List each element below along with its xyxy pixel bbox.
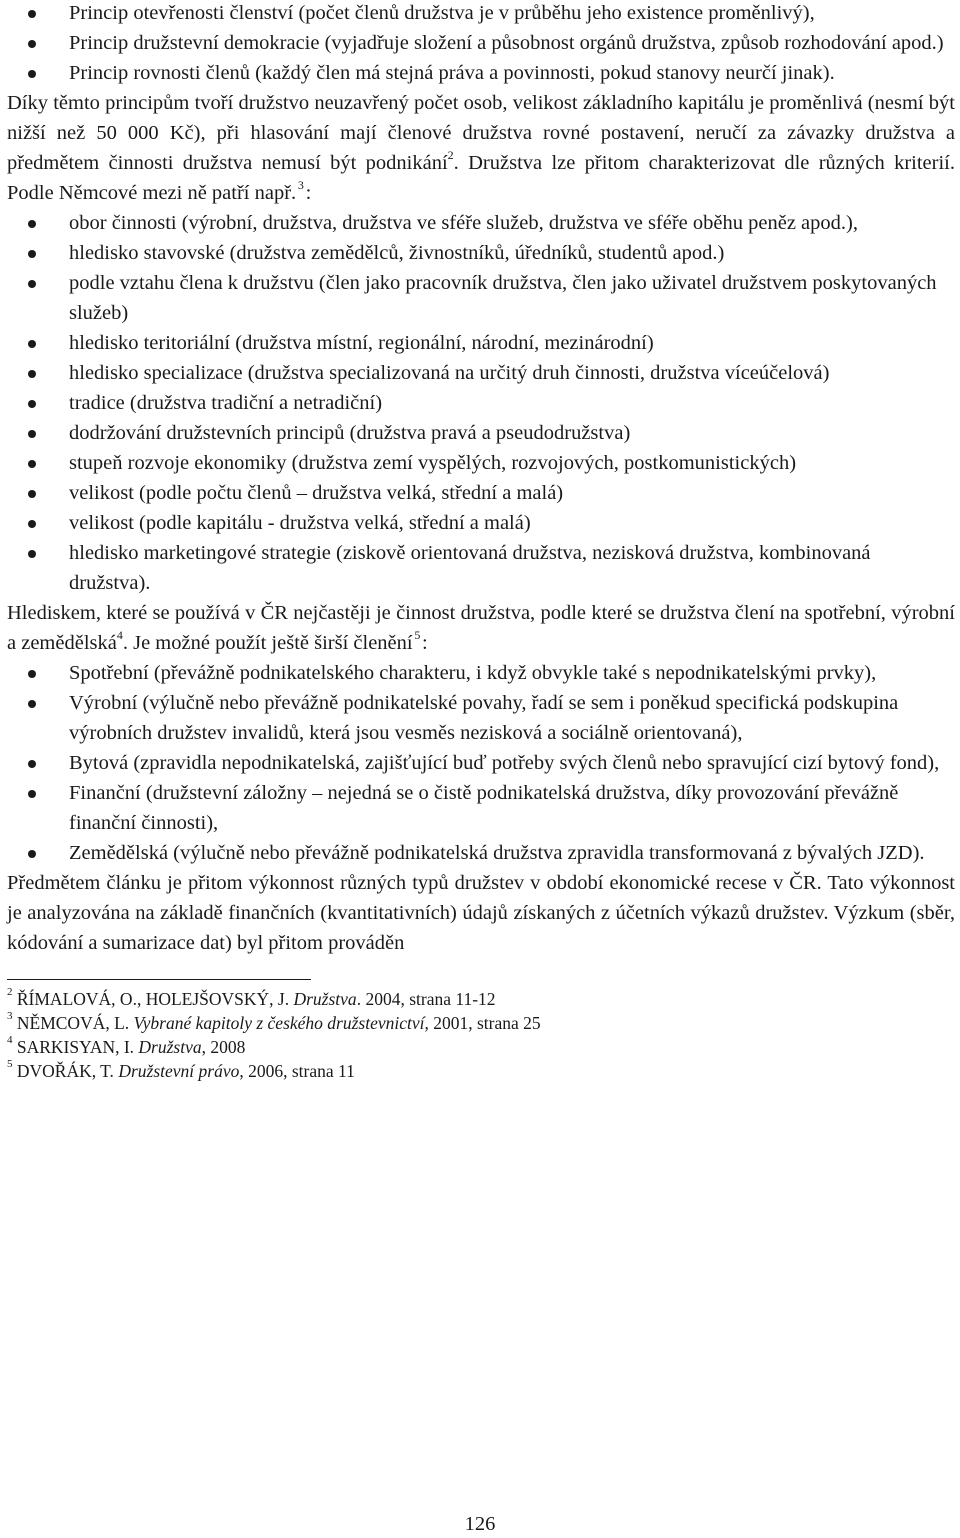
paragraph-text: :	[305, 182, 312, 204]
footnote	[7, 1035, 955, 1059]
page-number: 126	[464, 1513, 496, 1535]
list-item: hledisko stavovské (družstva zemědělců, živnostníků, úředníků, studentů apod.)	[7, 238, 955, 268]
footnote-ref[interactable]: 2	[447, 148, 454, 163]
list-item: dodržování družstevních principů (družstva pravá a pseudodružstva)	[7, 418, 955, 448]
footnote-author: ŘÍMALOVÁ, O., HOLEJŠOVSKÝ, J.	[16, 989, 290, 1009]
list-item: stupeň rozvoje ekonomiky (družstva zemí vyspělých, rozvojových, postkomunistických)	[7, 448, 955, 478]
paragraph-principles-summary	[7, 88, 955, 208]
footnote	[7, 1011, 955, 1035]
footnote-details: . 2004, strana 11-12	[356, 989, 496, 1009]
list-item: Finanční (družstevní záložny – nejedná se o čistě podnikatelská družstva, díky provozování převážně finanční činnosti),	[7, 778, 955, 838]
footnote-title: Družstva	[293, 989, 357, 1009]
paragraph-classification	[7, 598, 955, 658]
footnote	[7, 987, 955, 1011]
list-item: Výrobní (výlučně nebo převážně podnikatelské povahy, řadí se sem i poněkud specifická podskupina výrobních družstev invalidů, která jsou vesměs nezisková a sociálně orientovaná),	[7, 688, 955, 748]
paragraph-text: :	[422, 632, 428, 654]
footnote-number: 4	[7, 1034, 13, 1047]
footnote-divider	[7, 979, 311, 980]
footnote-ref[interactable]: 4	[116, 628, 123, 643]
footnote-title: Vybrané kapitoly z českého družstevnictví	[133, 1013, 425, 1033]
footnote-author: NĚMCOVÁ, L.	[16, 1013, 130, 1033]
list-item: hledisko teritoriální (družstva místní, regionální, národní, mezinárodní)	[7, 328, 955, 358]
paragraph-article-subject: Předmětem článku je přitom výkonnost různých typů družstev v období ekonomické recese v ČR. Tato výkonnost je analyzována na základě finančních (kvantitativních) údajů získaných z účetních výkazů družstev. Výzkum (sběr, kódování a sumarizace dat) byl přitom prováděn	[7, 872, 955, 954]
footnote-details: , 2008	[201, 1037, 246, 1057]
criteria-list	[7, 208, 955, 598]
document-page	[7, 0, 955, 1083]
list-item: Princip rovnosti členů (každý člen má stejná práva a povinnosti, pokud stanovy neurčí jinak).	[7, 58, 955, 88]
list-item: Zemědělská (výlučně nebo převážně podnikatelská družstva zpravidla transformovaná z bývalých JZD).	[7, 838, 955, 868]
footnote-title: Družstva	[138, 1037, 202, 1057]
principles-list	[7, 0, 955, 88]
footnote-ref[interactable]: 3	[297, 178, 304, 193]
list-item: Bytová (zpravidla nepodnikatelská, zajišťující buď potřeby svých členů nebo spravující cizí bytový fond),	[7, 748, 955, 778]
list-item: Princip otevřenosti členství (počet členů družstva je v průběhu jeho existence proměnlivý),	[7, 0, 955, 28]
footnote	[7, 1059, 955, 1083]
footnote-author: SARKISYAN, I.	[16, 1037, 135, 1057]
paragraph-text: . Je možné použít ještě širší členění	[122, 632, 413, 654]
list-item: hledisko marketingové strategie (ziskově orientovaná družstva, nezisková družstva, kombinovaná družstva).	[7, 538, 955, 598]
footnote-number: 3	[7, 1010, 13, 1023]
footnote-details: , 2006, strana 11	[239, 1061, 355, 1081]
list-item: tradice (družstva tradiční a netradiční)	[7, 388, 955, 418]
cooperative-types-list	[7, 658, 955, 868]
footnote-author: DVOŘÁK, T.	[16, 1061, 114, 1081]
footnote-title: Družstevní právo	[118, 1061, 240, 1081]
paragraph-text: . Družstva lze přitom charakterizovat dle různých kriterií. Podle Němcové mezi ně patří např.	[7, 152, 955, 204]
footnotes	[7, 987, 955, 1083]
footnote-details: , 2001, strana 25	[424, 1013, 541, 1033]
list-item: Princip družstevní demokracie (vyjadřuje složení a působnost orgánů družstva, způsob rozhodování apod.)	[7, 28, 955, 58]
footnote-ref[interactable]: 5	[414, 628, 421, 643]
paragraph-text: Díky těmto principům tvoří družstvo neuzavřený počet osob, velikost základního kapitálu je proměnlivá (nesmí být nižší než 50 000 Kč), při hlasování mají členové družstva rovné postavení, neručí za závazky družstva a předmětem činnosti družstva nemusí být podnikání	[7, 92, 955, 174]
list-item: velikost (podle počtu členů – družstva velká, střední a malá)	[7, 478, 955, 508]
list-item: obor činnosti (výrobní, družstva, družstva ve sféře služeb, družstva ve sféře oběhu peněz apod.),	[7, 208, 955, 238]
paragraph-text: Hlediskem, které se používá v ČR nejčastěji je činnost družstva, podle které se družstva člení na spotřební, výrobní a zemědělská	[7, 602, 955, 654]
footnote-number: 2	[7, 986, 13, 999]
list-item: podle vztahu člena k družstvu (člen jako pracovník družstva, člen jako uživatel družstvem poskytovaných služeb)	[7, 268, 955, 328]
list-item: velikost (podle kapitálu - družstva velká, střední a malá)	[7, 508, 955, 538]
list-item: hledisko specializace (družstva specializovaná na určitý druh činnosti, družstva víceúčelová)	[7, 358, 955, 388]
list-item: Spotřební (převážně podnikatelského charakteru, i když obvykle také s nepodnikatelskými prvky),	[7, 658, 955, 688]
footnote-number: 5	[7, 1058, 13, 1071]
